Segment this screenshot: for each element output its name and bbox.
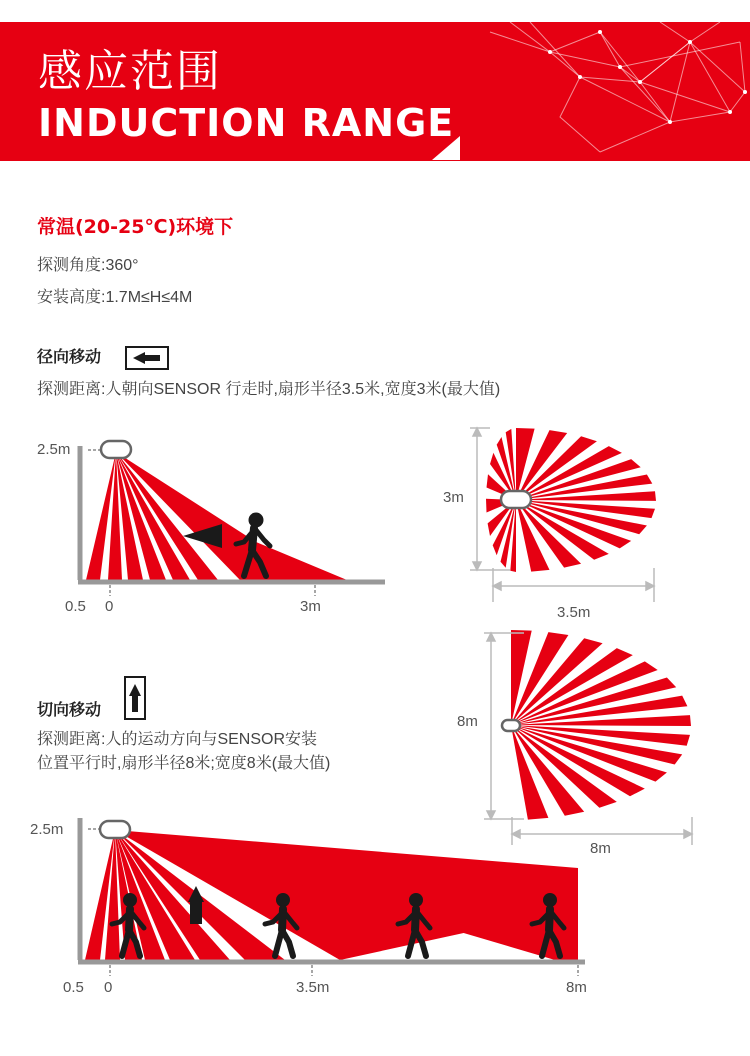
triangle-icon <box>432 136 460 160</box>
tangential-side-height-label: 2.5m <box>30 821 64 838</box>
radial-top-diagram <box>430 420 690 620</box>
page-title-en: INDUCTION RANGE <box>38 101 455 145</box>
tangential-top-width-label: 8m <box>457 713 478 730</box>
sensor-icon <box>502 720 520 731</box>
tick-marks <box>110 585 315 596</box>
page-title-cn: 感应范围 <box>38 46 222 97</box>
tangential-side-x3: 8m <box>566 979 587 996</box>
tangential-side-x1: 0 <box>104 979 113 996</box>
radial-side-beams <box>86 452 347 580</box>
arrow-left-icon <box>125 346 169 370</box>
fan-wedge <box>511 630 532 725</box>
arrow-up-icon <box>124 676 146 720</box>
tangential-desc-line2: 位置平行时,扇形半径8米;宽度8米(最大值) <box>37 755 331 772</box>
header-banner <box>0 22 750 161</box>
radial-side-x0: 0.5 <box>65 598 86 615</box>
tangential-side-x0: 0.5 <box>63 979 84 996</box>
tangential-side-beams <box>85 830 578 960</box>
radial-side-height-label: 2.5m <box>37 441 71 458</box>
network-decoration-icon <box>490 22 750 161</box>
radial-side-x2: 3m <box>300 598 321 615</box>
sensor-icon <box>101 441 131 458</box>
radial-top-depth-label: 3.5m <box>557 604 591 621</box>
tangential-heading: 切向移动 <box>37 702 102 719</box>
tangential-top-fan <box>511 630 691 820</box>
radial-heading: 径向移动 <box>37 349 102 366</box>
sensor-icon <box>501 491 531 508</box>
detect-angle-text: 探测角度:360° <box>37 257 139 274</box>
tangential-side-x2: 3.5m <box>296 979 330 996</box>
tangential-top-depth-label: 8m <box>590 840 611 857</box>
tangential-side-diagram <box>0 810 600 990</box>
fan-wedge <box>516 428 535 500</box>
sensor-icon <box>100 821 130 838</box>
radial-desc: 探测距离:人朝向SENSOR 行走时,扇形半径3.5米,宽度3米(最大值) <box>37 381 501 398</box>
conditions-heading: 常温(20-25℃)环境下 <box>37 216 234 238</box>
install-height-text: 安装高度:1.7M≤H≤4M <box>37 289 193 306</box>
radial-side-diagram <box>0 430 400 620</box>
radial-top-width-label: 3m <box>443 489 464 506</box>
radial-side-x1: 0 <box>105 598 114 615</box>
tangential-desc-line1: 探测距离:人的运动方向与SENSOR安装 <box>37 731 318 748</box>
tick-marks <box>110 965 578 976</box>
